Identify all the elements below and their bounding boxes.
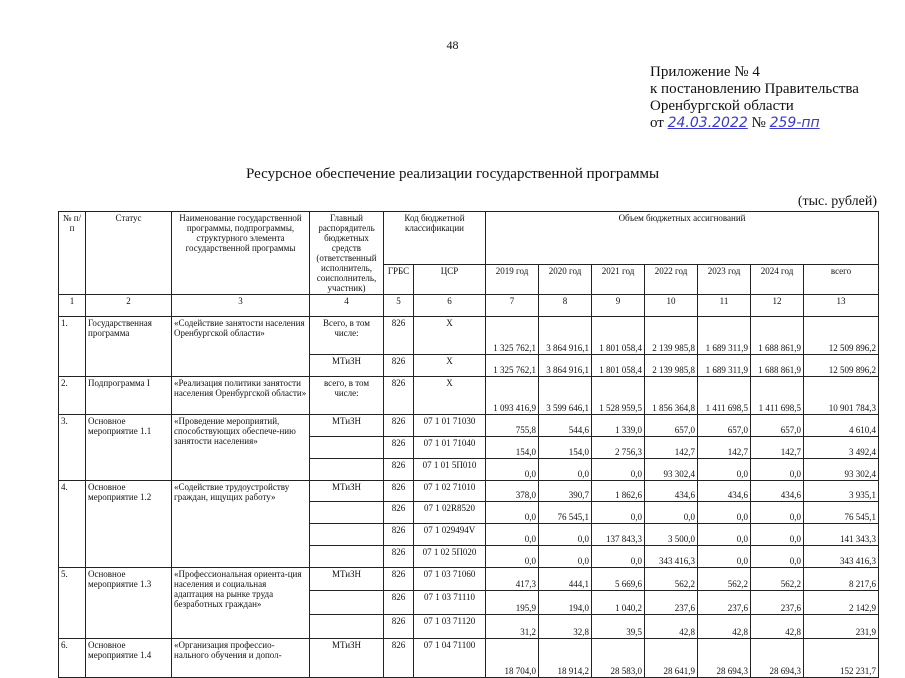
column-index: 4: [310, 295, 384, 317]
row-year-value: 2 756,3: [592, 437, 645, 459]
row-csr: 07 1 01 5П010: [414, 458, 486, 480]
row-year-value: 0,0: [751, 524, 804, 546]
row-year-value: 154,0: [539, 437, 592, 459]
row-year-value: 1 862,6: [592, 480, 645, 502]
appendix-line-1: Приложение № 4: [650, 64, 760, 80]
budget-table: [58, 211, 879, 678]
row-total-value: 343 416,3: [804, 545, 879, 567]
row-status: Основное мероприятие 1.1: [86, 415, 172, 480]
row-csr: Х: [414, 376, 486, 414]
row-year-value: 378,0: [486, 480, 539, 502]
row-year-value: 1 689 311,9: [698, 316, 751, 354]
row-year-value: 1 040,2: [592, 591, 645, 615]
row-total-value: 231,9: [804, 615, 879, 639]
date-prefix: от: [650, 115, 664, 131]
row-year-value: 562,2: [751, 567, 804, 591]
row-admin: [310, 591, 384, 615]
row-year-value: 657,0: [698, 415, 751, 437]
row-csr: 07 1 03 71120: [414, 615, 486, 639]
header-year: 2019 год: [486, 265, 539, 295]
row-grbs: 826: [384, 376, 414, 414]
column-index: 2: [86, 295, 172, 317]
row-year-value: 1 688 861,9: [751, 316, 804, 354]
row-year-value: 28 641,9: [645, 639, 698, 678]
row-year-value: 1 339,0: [592, 415, 645, 437]
row-total-value: 12 509 896,2: [804, 355, 879, 377]
row-total-value: 3 492,4: [804, 437, 879, 459]
row-admin: всего, в том числе:: [310, 376, 384, 414]
row-number: 1.: [59, 316, 86, 376]
row-csr: 07 1 01 71040: [414, 437, 486, 459]
row-grbs: 826: [384, 639, 414, 678]
row-grbs: 826: [384, 545, 414, 567]
row-year-value: 18 704,0: [486, 639, 539, 678]
column-index: 13: [804, 295, 879, 317]
column-index: 1: [59, 295, 86, 317]
row-year-value: 434,6: [751, 480, 804, 502]
row-csr: 07 1 03 71110: [414, 591, 486, 615]
table-row: [59, 639, 879, 678]
row-year-value: 0,0: [751, 545, 804, 567]
row-year-value: 76 545,1: [539, 502, 592, 524]
appendix-line-2: к постановлению Правительства: [650, 81, 859, 97]
row-year-value: 657,0: [645, 415, 698, 437]
row-total-value: 10 901 784,3: [804, 376, 879, 414]
row-admin: Всего, в том числе:: [310, 316, 384, 354]
row-year-value: 0,0: [486, 502, 539, 524]
row-total-value: 152 231,7: [804, 639, 879, 678]
row-year-value: 1 528 959,5: [592, 376, 645, 414]
column-index: 11: [698, 295, 751, 317]
header-csr: ЦСР: [414, 265, 486, 295]
header-year: 2021 год: [592, 265, 645, 295]
appendix-line-3: Оренбургской области: [650, 98, 794, 114]
row-csr: 07 1 029494V: [414, 524, 486, 546]
row-year-value: 343 416,3: [645, 545, 698, 567]
row-year-value: 544,6: [539, 415, 592, 437]
row-year-value: 0,0: [539, 545, 592, 567]
row-year-value: 1 325 762,1: [486, 355, 539, 377]
row-year-value: 0,0: [539, 458, 592, 480]
row-year-value: 1 325 762,1: [486, 316, 539, 354]
row-year-value: 195,9: [486, 591, 539, 615]
row-year-value: 0,0: [592, 545, 645, 567]
row-admin: [310, 615, 384, 639]
row-csr: 07 1 04 71100: [414, 639, 486, 678]
row-status: Основное мероприятие 1.2: [86, 480, 172, 567]
row-admin: МТиЗН: [310, 415, 384, 437]
row-year-value: 390,7: [539, 480, 592, 502]
column-index: 10: [645, 295, 698, 317]
row-year-value: 31,2: [486, 615, 539, 639]
row-year-value: 3 500,0: [645, 524, 698, 546]
row-admin: [310, 524, 384, 546]
units-label: (тыс. рублей): [797, 194, 877, 209]
row-year-value: 0,0: [486, 458, 539, 480]
header-row-1: [59, 212, 879, 265]
document-title: Ресурсное обеспечение реализации государственной программы: [245, 166, 660, 182]
row-year-value: 444,1: [539, 567, 592, 591]
row-admin: МТиЗН: [310, 567, 384, 591]
row-year-value: 1 801 058,4: [592, 316, 645, 354]
row-csr: 07 1 01 71030: [414, 415, 486, 437]
row-year-value: 0,0: [751, 502, 804, 524]
row-year-value: 434,6: [698, 480, 751, 502]
row-admin: [310, 545, 384, 567]
row-csr: 07 1 03 71060: [414, 567, 486, 591]
row-year-value: 28 694,3: [751, 639, 804, 678]
row-csr: 07 1 02 5П020: [414, 545, 486, 567]
handwritten-date: 24.03.2022: [667, 115, 748, 131]
row-year-value: 142,7: [751, 437, 804, 459]
column-index: 7: [486, 295, 539, 317]
row-year-value: 142,7: [645, 437, 698, 459]
row-year-value: 0,0: [539, 524, 592, 546]
table-row: [59, 567, 879, 591]
row-year-value: 2 139 985,8: [645, 316, 698, 354]
handwritten-number: 259-пп: [769, 115, 820, 131]
table-row: [59, 376, 879, 414]
column-index: 6: [414, 295, 486, 317]
row-csr: Х: [414, 316, 486, 354]
row-year-value: 1 689 311,9: [698, 355, 751, 377]
row-number: 5.: [59, 567, 86, 639]
row-year-value: 562,2: [698, 567, 751, 591]
number-prefix: №: [751, 115, 766, 131]
row-year-value: 137 843,3: [592, 524, 645, 546]
header-total: всего: [804, 265, 879, 295]
row-name: «Организация профессио-нального обучения и допол-: [172, 639, 310, 678]
row-number: 6.: [59, 639, 86, 678]
header-year: 2020 год: [539, 265, 592, 295]
table-row: [59, 316, 879, 354]
row-year-value: 28 583,0: [592, 639, 645, 678]
row-total-value: 8 217,6: [804, 567, 879, 591]
row-year-value: 93 302,4: [645, 458, 698, 480]
row-year-value: 42,8: [645, 615, 698, 639]
row-name: «Профессиональная ориента-ция населения и социальная адаптация на рынке труда безработных граждан»: [172, 567, 310, 639]
row-year-value: 0,0: [645, 502, 698, 524]
row-grbs: 826: [384, 316, 414, 354]
row-year-value: 42,8: [698, 615, 751, 639]
row-year-value: 39,5: [592, 615, 645, 639]
table-row: [59, 415, 879, 437]
row-name: «Содействие трудоустройству граждан, ищущих работу»: [172, 480, 310, 567]
row-total-value: 76 545,1: [804, 502, 879, 524]
column-index: 9: [592, 295, 645, 317]
header-status: Статус: [86, 212, 172, 295]
row-year-value: 154,0: [486, 437, 539, 459]
header-name: Наименование государственной программы, подпрограммы, структурного элемента государственной программы: [172, 212, 310, 295]
row-status: Основное мероприятие 1.3: [86, 567, 172, 639]
row-year-value: 0,0: [486, 524, 539, 546]
row-grbs: 826: [384, 437, 414, 459]
row-admin: МТиЗН: [310, 480, 384, 502]
column-index: 12: [751, 295, 804, 317]
appendix-date-line: [650, 115, 859, 132]
row-name: «Проведение мероприятий, способствующих обеспече-нию занятости населения»: [172, 415, 310, 480]
row-year-value: 1 411 698,5: [698, 376, 751, 414]
row-grbs: 826: [384, 524, 414, 546]
row-status: Подпрограмма I: [86, 376, 172, 414]
row-year-value: 142,7: [698, 437, 751, 459]
column-index: 8: [539, 295, 592, 317]
row-year-value: 0,0: [698, 545, 751, 567]
row-year-value: 3 599 646,1: [539, 376, 592, 414]
row-year-value: 417,3: [486, 567, 539, 591]
row-year-value: 2 139 985,8: [645, 355, 698, 377]
row-year-value: 237,6: [698, 591, 751, 615]
row-csr: 07 1 02 71010: [414, 480, 486, 502]
row-year-value: 237,6: [645, 591, 698, 615]
row-grbs: 826: [384, 502, 414, 524]
row-status: Основное мероприятие 1.4: [86, 639, 172, 678]
row-grbs: 826: [384, 591, 414, 615]
header-year: 2023 год: [698, 265, 751, 295]
header-num: № п/п: [59, 212, 86, 295]
header-year: 2022 год: [645, 265, 698, 295]
row-year-value: 18 914,2: [539, 639, 592, 678]
row-admin: [310, 458, 384, 480]
row-year-value: 1 856 364,8: [645, 376, 698, 414]
row-total-value: 12 509 896,2: [804, 316, 879, 354]
row-year-value: 194,0: [539, 591, 592, 615]
page-number: 48: [446, 38, 459, 52]
row-year-value: 1 688 861,9: [751, 355, 804, 377]
row-total-value: 141 343,3: [804, 524, 879, 546]
row-grbs: 826: [384, 480, 414, 502]
row-year-value: 42,8: [751, 615, 804, 639]
row-total-value: 3 935,1: [804, 480, 879, 502]
row-year-value: 0,0: [592, 502, 645, 524]
row-admin: МТиЗН: [310, 639, 384, 678]
row-admin: [310, 437, 384, 459]
header-volume: Объем бюджетных ассигнований: [486, 212, 879, 265]
row-name: «Реализация политики занятости населения Оренбургской области»: [172, 376, 310, 414]
row-year-value: 3 864 916,1: [539, 316, 592, 354]
row-year-value: 3 864 916,1: [539, 355, 592, 377]
row-total-value: 93 302,4: [804, 458, 879, 480]
row-total-value: 2 142,9: [804, 591, 879, 615]
row-number: 3.: [59, 415, 86, 480]
row-year-value: 28 694,3: [698, 639, 751, 678]
column-index: 5: [384, 295, 414, 317]
row-year-value: 0,0: [698, 524, 751, 546]
header-code: Код бюджетной классификации: [384, 212, 486, 265]
row-year-value: 237,6: [751, 591, 804, 615]
row-number: 4.: [59, 480, 86, 567]
row-year-value: 0,0: [751, 458, 804, 480]
row-year-value: 1 411 698,5: [751, 376, 804, 414]
table-row: [59, 480, 879, 502]
row-grbs: 826: [384, 458, 414, 480]
row-year-value: 0,0: [698, 502, 751, 524]
row-csr: 07 1 02R8520: [414, 502, 486, 524]
row-status: Государственная программа: [86, 316, 172, 376]
column-index-row: [59, 295, 879, 317]
header-year: 2024 год: [751, 265, 804, 295]
header-grbs: ГРБС: [384, 265, 414, 295]
column-index: 3: [172, 295, 310, 317]
row-year-value: 32,8: [539, 615, 592, 639]
header-admin: Главный распорядитель бюджетных средств (ответственный исполнитель, соисполнитель, участник): [310, 212, 384, 295]
row-year-value: 0,0: [592, 458, 645, 480]
table-body: [59, 295, 879, 678]
row-name: «Содействие занятости населения Оренбургской области»: [172, 316, 310, 376]
row-year-value: 1 093 416,9: [486, 376, 539, 414]
row-year-value: 562,2: [645, 567, 698, 591]
row-csr: Х: [414, 355, 486, 377]
row-year-value: 755,8: [486, 415, 539, 437]
row-total-value: 4 610,4: [804, 415, 879, 437]
row-year-value: 1 801 058,4: [592, 355, 645, 377]
row-year-value: 0,0: [486, 545, 539, 567]
row-grbs: 826: [384, 415, 414, 437]
row-year-value: 0,0: [698, 458, 751, 480]
row-admin: МТиЗН: [310, 355, 384, 377]
row-grbs: 826: [384, 615, 414, 639]
row-grbs: 826: [384, 567, 414, 591]
row-year-value: 5 669,6: [592, 567, 645, 591]
row-year-value: 434,6: [645, 480, 698, 502]
row-grbs: 826: [384, 355, 414, 377]
appendix-block: [650, 64, 859, 132]
row-admin: [310, 502, 384, 524]
row-year-value: 657,0: [751, 415, 804, 437]
row-number: 2.: [59, 376, 86, 414]
